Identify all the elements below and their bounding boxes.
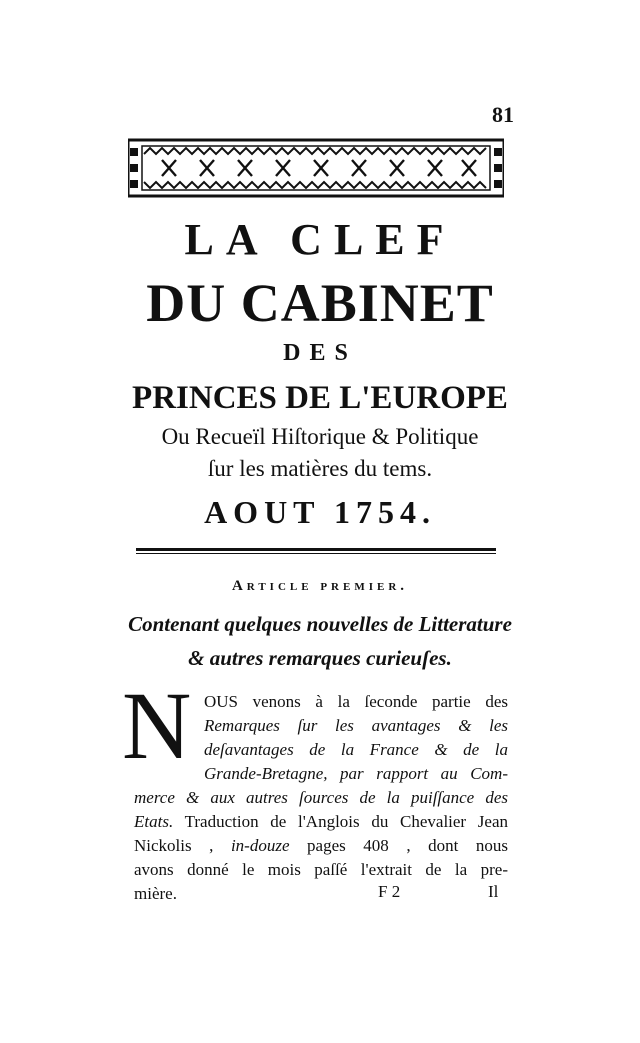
body-line-8: avons donné le mois paſſé l'extrait de la pre- [134, 860, 508, 879]
body-line-9: mière. [134, 884, 177, 903]
body-line-3: deſavantages de la France & de la [204, 740, 508, 759]
body-line-7: Nickolis , in-douze pages 408 , dont nous [134, 836, 509, 855]
title-line-2: DU CABINET [146, 273, 494, 333]
body-line-6: Etats. Traduction de l'Anglois du Chevalier Jean [134, 812, 508, 831]
title-line-4: PRINCES DE L'EUROPE [132, 380, 508, 416]
title-line-3: DES [283, 340, 357, 366]
page-number: 81 [492, 102, 514, 127]
drop-cap: N [122, 672, 192, 779]
article-heading: Article premier. [231, 578, 409, 594]
issue-date: AOUT 1754. [204, 494, 436, 530]
body-line-4: Grande-Bretagne, par rapport au Com- [204, 764, 508, 783]
body-line-2: Remarques ſur les avantages & les [204, 716, 508, 735]
body-line-5: merce & aux autres ſources de la puiſſance des [134, 788, 508, 807]
subtitle-line-1: Ou Recueïl Hiſtorique & Politique [161, 424, 479, 449]
article-description-line-1: Contenant quelques nouvelles de Litterature [128, 612, 512, 636]
divider-rule [136, 548, 496, 551]
divider-rule-thin [136, 553, 496, 554]
signature-mark: F 2 [378, 882, 401, 901]
decorative-headpiece [128, 138, 504, 198]
body-line-1: OUS venons à la ſeconde partie des [204, 692, 508, 711]
title-line-1: LA CLEF [184, 215, 456, 264]
catchword: Il [488, 882, 499, 901]
article-description-line-2: & autres remarques curieuſes. [188, 646, 452, 670]
subtitle-line-2: ſur les matières du tems. [207, 456, 433, 481]
